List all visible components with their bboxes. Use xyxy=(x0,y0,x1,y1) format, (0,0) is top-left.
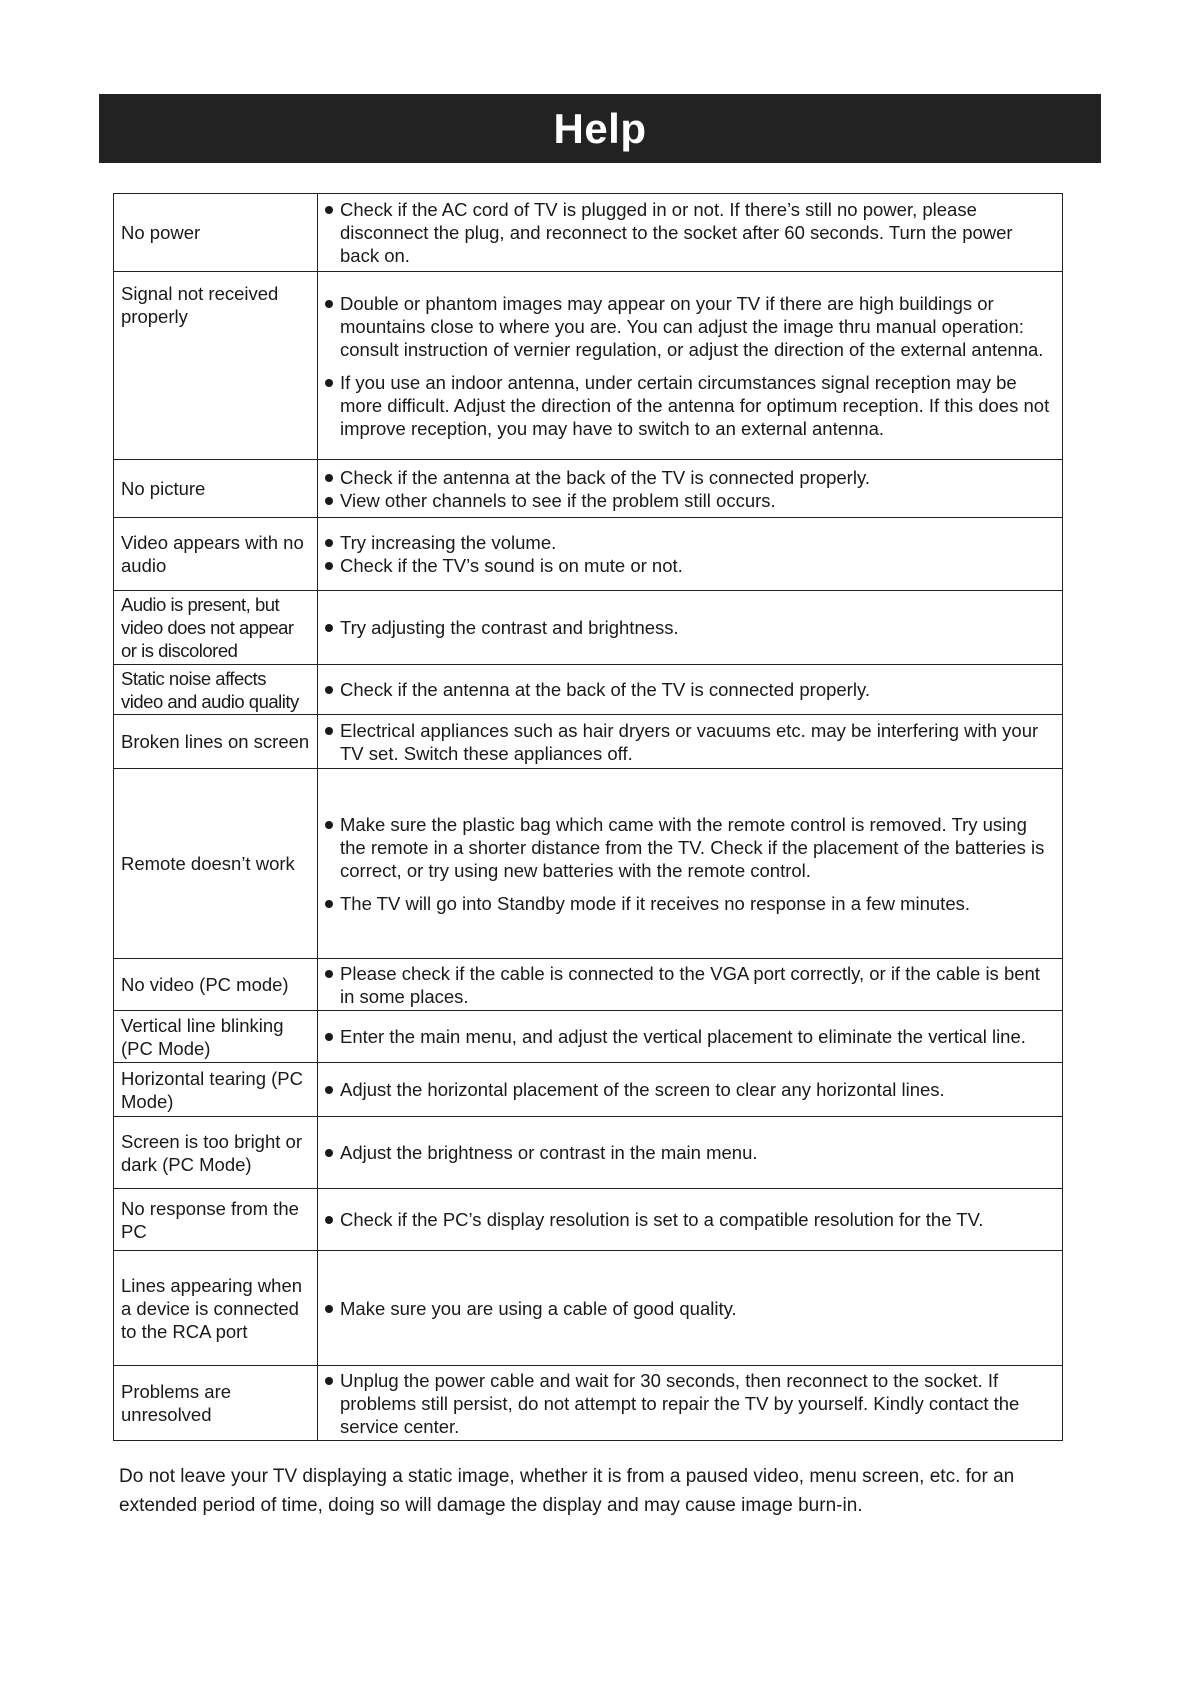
bullet-icon xyxy=(325,900,333,908)
solution-cell xyxy=(318,1251,1063,1366)
page-title: Help xyxy=(553,104,647,152)
table-row xyxy=(114,1063,1063,1117)
solution-item xyxy=(324,1208,1054,1231)
table-row xyxy=(114,194,1063,272)
table-row xyxy=(114,1189,1063,1251)
bullet-icon xyxy=(325,1149,333,1157)
solution-item xyxy=(324,1025,1054,1048)
problem-cell: No power xyxy=(114,194,318,272)
table-row xyxy=(114,1366,1063,1441)
problem-cell: Horizontal tearing (PC Mode) xyxy=(114,1063,318,1117)
solution-item xyxy=(324,813,1054,882)
problem-cell: Remote doesn’t work xyxy=(114,769,318,959)
solution-text: Check if the antenna at the back of the TV is connected properly. xyxy=(340,679,870,700)
solution-text: Try increasing the volume. xyxy=(340,532,557,553)
solution-cell xyxy=(318,1189,1063,1251)
bullet-icon xyxy=(325,1033,333,1041)
problem-cell: Video appears with no audio xyxy=(114,518,318,591)
table-row xyxy=(114,1251,1063,1366)
title-bar xyxy=(99,94,1101,163)
solution-text: Adjust the brightness or contrast in the main menu. xyxy=(340,1142,758,1163)
bullet-icon xyxy=(325,970,333,978)
solution-item xyxy=(324,719,1054,765)
troubleshooting-table xyxy=(113,193,1063,1441)
solution-item xyxy=(324,466,1054,489)
solution-cell xyxy=(318,460,1063,518)
solution-text: Electrical appliances such as hair dryers or vacuums etc. may be interfering with your TV set. Switch these appliances off. xyxy=(340,719,1039,764)
bullet-icon xyxy=(325,562,333,570)
solution-text: Check if the antenna at the back of the TV is connected properly. xyxy=(340,466,870,488)
solution-text: Unplug the power cable and wait for 30 seconds, then reconnect to the socket. If problems still persist, do not attempt to repair the TV by yourself. Kindly contact the service center. xyxy=(340,1369,1020,1437)
solution-item xyxy=(324,489,1054,512)
solution-cell xyxy=(318,1117,1063,1189)
bullet-icon xyxy=(325,1086,333,1094)
problem-cell: Problems are unresolved xyxy=(114,1366,318,1441)
problem-cell: No response from the PC xyxy=(114,1189,318,1251)
solution-item xyxy=(324,678,1054,701)
bullet-icon xyxy=(325,624,333,632)
table-row xyxy=(114,665,1063,715)
problem-cell: Lines appearing when a device is connected to the RCA port xyxy=(114,1251,318,1366)
bullet-icon xyxy=(325,1377,333,1385)
solution-text: Check if the TV’s sound is on mute or not. xyxy=(340,555,683,576)
table-row xyxy=(114,460,1063,518)
bullet-icon xyxy=(325,821,333,829)
table-row xyxy=(114,272,1063,460)
solution-text: Try adjusting the contrast and brightness. xyxy=(340,617,679,638)
solution-cell xyxy=(318,1063,1063,1117)
table-row xyxy=(114,518,1063,591)
problem-cell: Signal not received properly xyxy=(114,272,318,460)
solution-text: Check if the AC cord of TV is plugged in or not. If there’s still no power, please disconnect the plug, and reconnect to the socket after 60 seconds. Turn the power back on. xyxy=(340,199,1013,266)
solution-item xyxy=(324,1141,1054,1164)
table-row xyxy=(114,715,1063,769)
table-row xyxy=(114,1117,1063,1189)
solution-item xyxy=(324,1078,1054,1101)
bullet-icon xyxy=(325,1305,333,1313)
solution-cell xyxy=(318,769,1063,959)
solution-text: Make sure you are using a cable of good quality. xyxy=(340,1297,737,1319)
solution-cell xyxy=(318,272,1063,460)
table-row xyxy=(114,959,1063,1011)
problem-cell: Vertical line blinking (PC Mode) xyxy=(114,1011,318,1063)
solution-cell xyxy=(318,194,1063,272)
solution-item xyxy=(324,962,1054,1008)
bullet-icon xyxy=(325,206,333,214)
bullet-icon xyxy=(325,539,333,547)
table-row xyxy=(114,769,1063,959)
solution-item xyxy=(324,616,1054,639)
problem-cell: No video (PC mode) xyxy=(114,959,318,1011)
bullet-icon xyxy=(325,474,333,482)
solution-cell xyxy=(318,518,1063,591)
problem-cell: Screen is too bright or dark (PC Mode) xyxy=(114,1117,318,1189)
problem-cell: Static noise affects video and audio quality xyxy=(114,665,318,715)
solution-item xyxy=(324,1297,1054,1320)
bullet-icon xyxy=(325,1216,333,1224)
bullet-icon xyxy=(325,686,333,694)
solution-item xyxy=(324,1369,1054,1438)
solution-text: View other channels to see if the problem still occurs. xyxy=(340,489,776,511)
solution-cell xyxy=(318,591,1063,665)
solution-cell xyxy=(318,959,1063,1011)
bullet-icon xyxy=(325,497,333,505)
table-row xyxy=(114,591,1063,665)
problem-cell: No picture xyxy=(114,460,318,518)
solution-item xyxy=(324,554,1054,577)
solution-text: Make sure the plastic bag which came with the remote control is removed. Try using the remote in a shorter distance from the TV. Check if the placement of the batteries is correct, or try using new batteries with the remote control. xyxy=(340,813,1045,881)
solution-text: Check if the PC’s display resolution is set to a compatible resolution for the TV. xyxy=(340,1209,984,1230)
solution-text: If you use an indoor antenna, under certain circumstances signal reception may be more difficult. Adjust the direction of the antenna for optimum reception. If this does not improve reception, you may have to switch to an external antenna. xyxy=(340,371,1050,439)
solution-text: Double or phantom images may appear on your TV if there are high buildings or mountains close to where you are. You can adjust the image thru manual operation: consult instruction of vernier regulation, or adjust the direction of the external antenna. xyxy=(340,292,1044,360)
solution-text: Enter the main menu, and adjust the vertical placement to eliminate the vertical line. xyxy=(340,1026,1026,1047)
solution-item xyxy=(324,292,1054,361)
solution-text: Adjust the horizontal placement of the screen to clear any horizontal lines. xyxy=(340,1079,945,1100)
footer-note: Do not leave your TV displaying a static image, whether it is from a paused video, menu screen, etc. for an extended period of time, doing so will damage the display and may cause image burn-in. xyxy=(119,1466,1015,1516)
solution-item xyxy=(324,371,1054,440)
bullet-icon xyxy=(325,727,333,735)
solution-item xyxy=(324,531,1054,554)
solution-text: The TV will go into Standby mode if it receives no response in a few minutes. xyxy=(340,892,971,914)
solution-cell xyxy=(318,665,1063,715)
solution-cell xyxy=(318,715,1063,769)
bullet-icon xyxy=(325,379,333,387)
solution-cell xyxy=(318,1011,1063,1063)
problem-cell: Broken lines on screen xyxy=(114,715,318,769)
solution-item xyxy=(324,892,1054,915)
solution-item xyxy=(324,198,1054,267)
bullet-icon xyxy=(325,300,333,308)
problem-cell: Audio is present, but video does not appear or is discolored xyxy=(114,591,318,665)
solution-text: Please check if the cable is connected to the VGA port correctly, or if the cable is bent in some places. xyxy=(340,962,1040,1007)
solution-cell xyxy=(318,1366,1063,1441)
table-row xyxy=(114,1011,1063,1063)
